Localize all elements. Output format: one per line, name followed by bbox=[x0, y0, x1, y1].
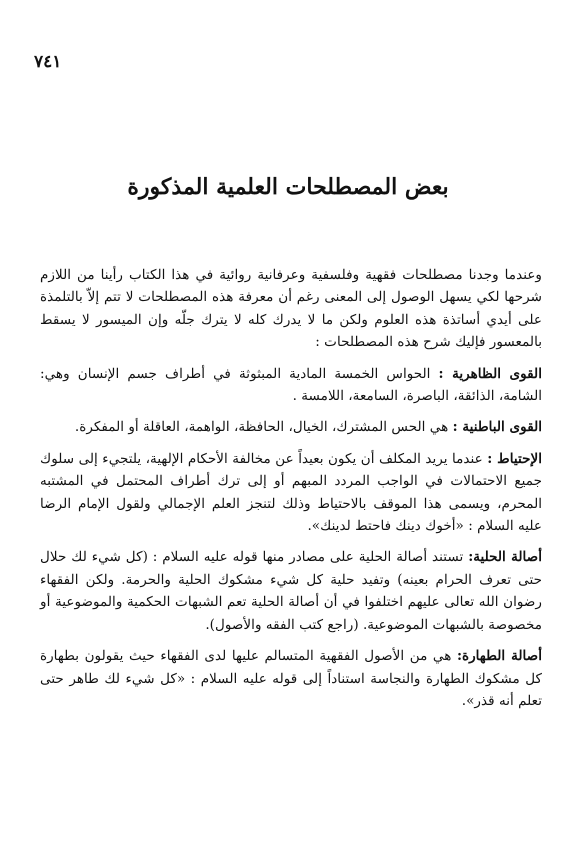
body-text bbox=[40, 264, 542, 721]
entry-definition: هي من الأصول الفقهية المتسالم عليها لدى الفقهاء حيث يقولون بطهارة كل مشكوك الطهارة والنجاسة استناداً إلى قوله عليه السلام : «كل شيء لك طاهر حتى تعلم أنه قذر». bbox=[40, 648, 542, 709]
entry-external-faculties bbox=[40, 363, 542, 408]
entry-principle-of-permissibility bbox=[40, 546, 542, 636]
entry-term: أصالة الحلية: bbox=[468, 549, 542, 566]
page-number: ٧٤١ bbox=[34, 52, 62, 72]
entry-term: أصالة الطهارة: bbox=[456, 648, 542, 665]
entry-term: الإحتياط : bbox=[487, 450, 542, 467]
entry-internal-faculties bbox=[40, 416, 542, 438]
entry-term: القوى الظاهرية : bbox=[438, 365, 542, 382]
page-title: بعض المصطلحات العلمية المذكورة bbox=[127, 174, 449, 200]
entry-term: القوى الباطنية : bbox=[452, 419, 542, 436]
entry-precaution bbox=[40, 448, 542, 538]
intro-paragraph: وعندما وجدنا مصطلحات فقهية وفلسفية وعرفانية روائية في هذا الكتاب رأينا من اللازم شرحها لكي يسهل الوصول إلى المعنى رغم أن معرفة هذه المصطلحات لا تتم إلاّ بالتلمذة على أيدي أساتذة هذه العلوم ولكن ما لا يدرك كله لا يترك جلّه وإن الميسور لا يسقط بالمعسور فإليك شرح هذه المصطلحات : bbox=[40, 267, 542, 351]
entry-definition: هي الحس المشترك، الخيال، الحافظة، الواهمة، العاقلة أو المفكرة. bbox=[74, 419, 453, 436]
entry-principle-of-purity bbox=[40, 645, 542, 712]
entry-definition: عندما يريد المكلف أن يكون بعيداً عن مخالفة الأحكام الإلهية، يلتجيء إلى سلوك جميع الاحتمالات في الواجب المردد المبهم أو إلى ترك أطراف المحتمل في المشتبه المحرم، ويسمى هذا الموقف بالاحتياط وذلك لتنجز العلم الإجمالي ولقول الإمام الرضا عليه السلام : «أخوك دينك فاحتط لدينك». bbox=[40, 450, 542, 535]
entry-definition: تستند أصالة الحلية على مصادر منها قوله عليه السلام : (كل شيء لك حلال حتى تعرف الحرام بعينه) وتفيد حلية كل شيء مشكوك الحلية والحرمة. ولكن الفقهاء رضوان الله تعالى عليهم اختلفوا في أن أصالة الحلية تعم الشبهات الحكمية والموضوعية أو مخصوصة بالشبهات الموضوعية. (راجع كتب الفقه والأصول). bbox=[40, 549, 542, 633]
entry-definition: الحواس الخمسة المادية المبثوثة في أطراف جسم الإنسان وهي: الشامة، الذائقة، الباصرة، السامعة، اللامسة . bbox=[40, 365, 542, 405]
